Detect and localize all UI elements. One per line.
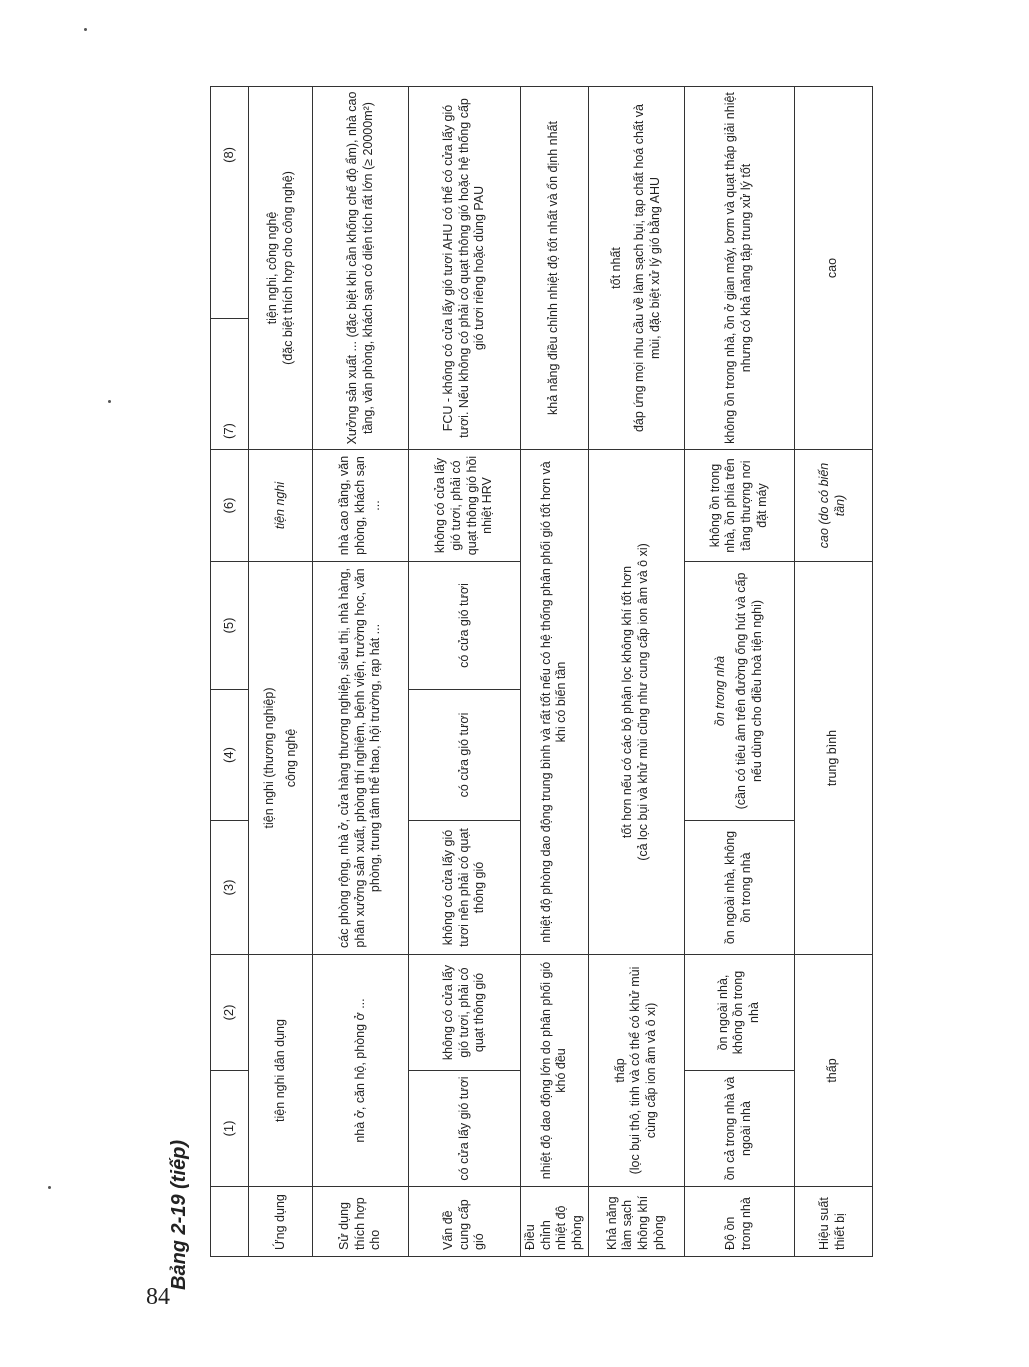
- ung-dung-c6: tiện nghi: [249, 450, 313, 562]
- row-label-cung-cap-gio: Vấn đề cung cấp gió: [409, 1187, 521, 1257]
- su-dung-c12: nhà ở, căn hộ, phòng ở ...: [313, 955, 409, 1187]
- table-row-dieu-chinh: [521, 87, 589, 1257]
- lam-sach-c12-line2: (lọc bụi thô, tinh và có thể có khử mùi cùng cấp ion âm và ô xi): [628, 966, 658, 1175]
- row-label-dieu-chinh: Điều chỉnh nhiệt độ phòng: [521, 1187, 589, 1257]
- col-number-3: (3): [211, 821, 249, 955]
- do-on-c78: không ồn trong nhà, ồn ở gian máy, bơm và quạt tháp giải nhiệt nhưng có khả năng tập trung xử lý tốt: [684, 87, 794, 450]
- ung-dung-c345-top: tiện nghi (thương nghiệp): [261, 687, 276, 829]
- comparison-table: [210, 86, 873, 1257]
- ung-dung-c78: [249, 87, 313, 450]
- su-dung-c78: Xưởng sản xuất ... (đặc biệt khi cần khống chế độ ẩm), nhà cao tầng, văn phòng, khách sạn có diện tích rất lớn (≥ 20000m²): [313, 87, 409, 450]
- su-dung-c6: nhà cao tầng, văn phòng, khách sạn ...: [313, 450, 409, 562]
- hieu-suat-c12: thấp: [794, 955, 872, 1187]
- lam-sach-c78-line1: tốt nhất: [608, 247, 623, 289]
- do-on-c45-title: ồn trong nhà: [712, 655, 727, 727]
- dieu-chinh-c12: nhiệt độ dao động lớn do phân phối gió khó đều: [521, 955, 589, 1187]
- su-dung-c345: các phòng rộng, nhà ở, cửa hàng thương nghiệp, siêu thị, nhà hàng, phân xưởng sản xuất, phòng thí nghiệm, bệnh viện, trường học, văn phòng, trung tâm thể thao, hội trường, rạp hát ...: [313, 562, 409, 955]
- lam-sach-c12-line1: thấp: [612, 1058, 627, 1083]
- ung-dung-c78-top: tiện nghi, công nghệ: [264, 211, 279, 325]
- ung-dung-c345-bottom: công nghệ: [283, 728, 298, 788]
- do-on-c1: ồn cả trong nhà và ngoài nhà: [684, 1071, 794, 1187]
- dieu-chinh-c78: khả năng điều chỉnh nhiệt độ tốt nhất và ổn định nhất: [521, 87, 589, 450]
- col-number-6: (6): [211, 450, 249, 562]
- do-on-c45: [684, 562, 794, 821]
- cung-cap-gio-c1: có cửa lấy gió tươi: [409, 1071, 521, 1187]
- row-label-do-on: Độ ồn trong nhà: [684, 1187, 794, 1257]
- cung-cap-gio-c4: có cửa gió tươi: [409, 690, 521, 821]
- ung-dung-c12: tiện nghi dân dụng: [249, 955, 313, 1187]
- table-row-do-on: [684, 87, 794, 1257]
- scan-speck: [108, 400, 111, 403]
- table-caption: Bảng 2-19 (tiếp): [168, 1139, 190, 1290]
- col-number-1: (1): [211, 1071, 249, 1187]
- hieu-suat-c78: cao: [794, 87, 872, 450]
- do-on-c6: không ồn trong nhà, ồn phía trên tầng thượng nơi đặt máy: [684, 450, 794, 562]
- table-row-su-dung: [313, 87, 409, 1257]
- do-on-c45-body: (cần có tiêu âm trên đường ống hút và cấp nếu dùng cho điều hoà tiện nghi): [734, 572, 764, 810]
- row-label-hieu-suat: Hiệu suất thiết bị: [794, 1187, 872, 1257]
- scan-speck: [48, 1186, 51, 1189]
- rotated-table-canvas: [210, 87, 868, 1257]
- lam-sach-c78: [588, 87, 684, 450]
- dieu-chinh-c3456: nhiệt độ phòng dao động trung bình và rất tốt nếu có hệ thống phân phối gió tốt hơn và khi có biến tần: [521, 450, 589, 955]
- table-header-row: [211, 87, 249, 1257]
- col-number-7: (7): [211, 319, 249, 450]
- col-number-5: (5): [211, 562, 249, 690]
- table-row-cung-cap-gio: [409, 87, 521, 1257]
- col-number-4: (4): [211, 690, 249, 821]
- scan-speck: [84, 28, 87, 31]
- header-empty-cell: [211, 1187, 249, 1257]
- table-row-hieu-suat: [794, 87, 872, 1257]
- ung-dung-c78-bottom: (đặc biệt thích hợp cho công nghệ): [280, 171, 295, 365]
- lam-sach-c3456-line2: (cả lọc bụi và khử mùi cũng như cung cấp ion âm và ô xi): [636, 543, 650, 861]
- cung-cap-gio-c78: FCU - không có cửa lấy gió tươi AHU có thể có cửa lấy gió tươi. Nếu không có phải có quạt thông gió hoặc hệ thống cấp gió tươi riêng hoặc dùng PAU: [409, 87, 521, 450]
- col-number-8: (8): [211, 87, 249, 319]
- table-row-lam-sach: [588, 87, 684, 1257]
- ung-dung-c345: [249, 562, 313, 955]
- cung-cap-gio-c2: không có cửa lấy gió tươi, phải có quạt thông gió: [409, 955, 521, 1071]
- row-label-su-dung: Sử dụng thích hợp cho: [313, 1187, 409, 1257]
- hieu-suat-c6: cao (do có biến tần): [794, 450, 872, 562]
- cung-cap-gio-c3: không có cửa lấy gió tươi nên phải có quạt thông gió: [409, 821, 521, 955]
- cung-cap-gio-c5: có cửa gió tươi: [409, 562, 521, 690]
- hieu-suat-c345: trung bình: [794, 562, 872, 955]
- do-on-c2: ồn ngoài nhà, không ồn trong nhà: [684, 955, 794, 1071]
- cung-cap-gio-c6: không có cửa lấy gió tươi, phải có quạt thông gió hồi nhiệt HRV: [409, 450, 521, 562]
- lam-sach-c12: [588, 955, 684, 1187]
- lam-sach-c3456-line1: tốt hơn nếu có các bộ phận lọc không khí tốt hơn: [620, 565, 635, 839]
- row-label-ung-dung: Ứng dụng: [249, 1187, 313, 1257]
- lam-sach-c3456: [588, 450, 684, 955]
- lam-sach-c78-line2: đáp ứng mọi nhu cầu về làm sạch bụi, tạp chất hoá chất và mùi, đặc biệt xử lý gió bằng AHU: [632, 104, 662, 433]
- row-label-lam-sach: Khả năng làm sạch không khí phòng: [588, 1187, 684, 1257]
- col-number-2: (2): [211, 955, 249, 1071]
- page-number: 84: [146, 1284, 170, 1310]
- do-on-c3: ồn ngoài nhà, không ồn trong nhà: [684, 821, 794, 955]
- table-row-ung-dung: [249, 87, 313, 1257]
